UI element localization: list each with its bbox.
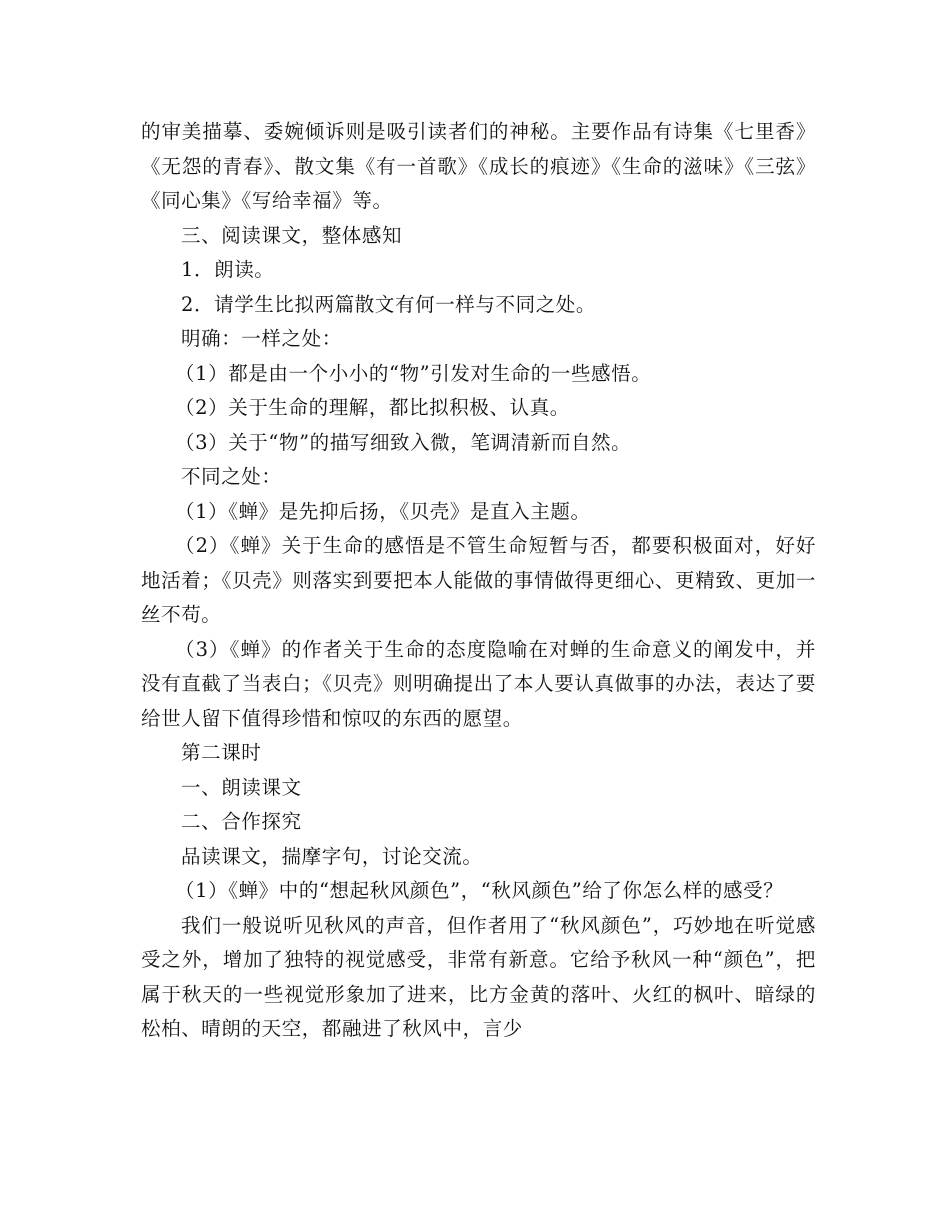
difference-item-1: （1）《蝉》是先抑后扬，《贝壳》是直入主题。 xyxy=(175,499,591,523)
paragraph-discussion-intro: 品读课文，揣摩字句，讨论交流。 xyxy=(181,844,483,868)
list-item-compare: 2．请学生比拟两篇散文有何一样与不同之处。 xyxy=(181,292,597,316)
section-heading-read-text: 一、朗读课文 xyxy=(181,775,302,799)
document-body xyxy=(141,115,816,1047)
difference-item-3: （3）《蝉》的作者关于生命的态度隐喻在对蝉的生命意义的阐发中，并没有直截了当表白；《贝壳》则明确提出了本人要认真做事的办法，表达了要给世人留下值得珍惜和惊叹的东西的愿望。 xyxy=(141,637,816,730)
similarity-item-2: （2）关于生命的理解，都比拟积极、认真。 xyxy=(175,396,570,419)
paragraph-author-works: 的审美描摹、委婉倾诉则是吸引读者们的神秘。主要作品有诗集《七里香》《无怨的青春》、散文集《有一首歌》《成长的痕迹》《生命的滋味》《三弦》《同心集》《写给幸福》等。 xyxy=(141,120,816,212)
question-item-1: （1）《蝉》中的“想起秋风颜色”，“秋风颜色”给了你怎么样的感受？ xyxy=(175,879,784,902)
similarity-item-1: （1）都是由一个小小的“物”引发对生命的一些感悟。 xyxy=(175,361,652,385)
paragraph-similarities-label: 明确：一样之处： xyxy=(181,327,342,350)
paragraph-answer-autumn-wind: 我们一般说听见秋风的声音，但作者用了“秋风颜色”，巧妙地在听觉感受之外，增加了独特的视觉感受，非常有新意。它给予秋风一种“颜色”，把属于秋天的一些视觉形象加了进来，比方金黄的落叶、火红的枫叶、暗绿的松柏、晴朗的天空，都融进了秋风中，言少 xyxy=(141,913,816,1040)
section-heading-second-lesson: 第二课时 xyxy=(181,741,262,764)
paragraph-differences-label: 不同之处： xyxy=(181,465,282,488)
list-item-read-aloud: 1．朗读。 xyxy=(181,258,275,281)
similarity-item-3: （3）关于“物”的描写细致入微，笔调清新而自然。 xyxy=(175,430,632,454)
difference-item-2: （2）《蝉》关于生命的感悟是不管生命短暂与否，都要积极面对，好好地活着；《贝壳》则落实到要把本人能做的事情做得更细心、更精致、更加一丝不苟。 xyxy=(141,534,816,626)
section-heading-reading: 三、阅读课文，整体感知 xyxy=(181,223,403,247)
section-heading-cooperative-inquiry: 二、合作探究 xyxy=(181,810,302,833)
